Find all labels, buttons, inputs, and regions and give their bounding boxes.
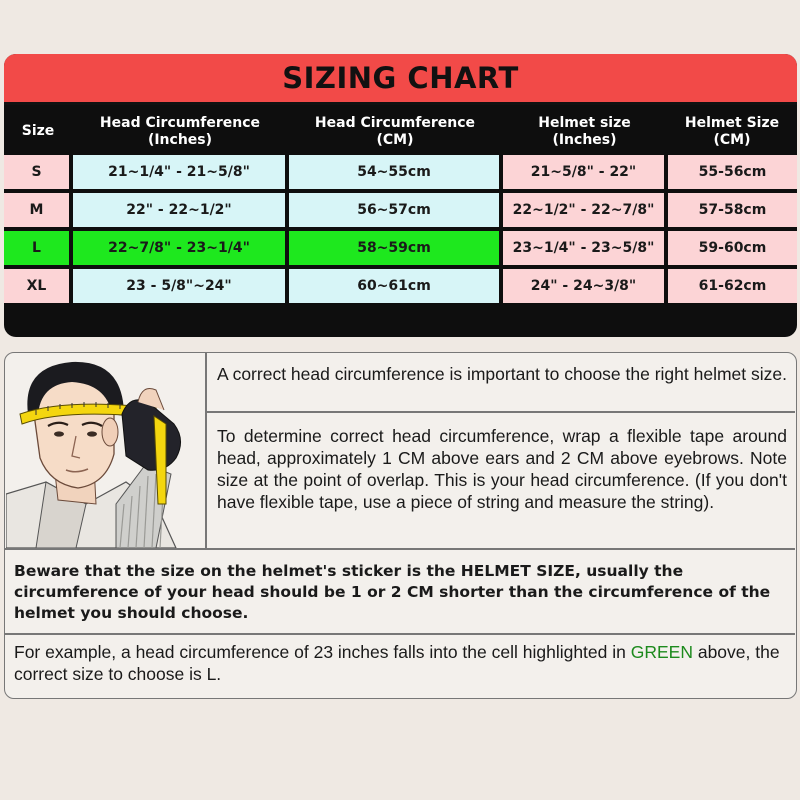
table-row-m-head-cm: 56~57cm (289, 193, 499, 227)
table-row-xl-helmet-cm: 61-62cm (668, 269, 797, 303)
header-helmet-cm-line1: Helmet Size (684, 114, 780, 131)
divider-horizontal-3 (5, 633, 795, 635)
header-head-cm-line2: (CM) (376, 131, 414, 148)
measuring-instructions (4, 352, 797, 699)
header-head-cm (288, 108, 502, 155)
table-row-m-size: M (4, 193, 69, 227)
example-text-part1: For example, a head circumference of 23 inches falls into the cell highlighted in (14, 642, 631, 662)
header-head-inches (72, 108, 288, 155)
table-row-m-helmet-in: 22~1/2" - 22~7/8" (503, 193, 664, 227)
head-measure-illustration-icon (6, 354, 205, 548)
example-green-word: GREEN (630, 642, 693, 662)
divider-horizontal-1 (205, 411, 795, 413)
table-row-l-head-cm: 58~59cm (289, 231, 499, 265)
table-row-m-helmet-cm: 57-58cm (668, 193, 797, 227)
table-row-s-head-in: 21~1/4" - 21~5/8" (73, 155, 285, 189)
header-head-cm-line1: Head Circumference (314, 114, 476, 131)
example-text (14, 641, 789, 685)
table-row-xl-helmet-in: 24" - 24~3/8" (503, 269, 664, 303)
table-row-s-size: S (4, 155, 69, 189)
sizing-chart (4, 54, 797, 337)
man-measuring-head-illustration (6, 354, 205, 548)
header-helmet-inches-line2: (Inches) (552, 131, 617, 148)
table-row-l-head-in: 22~7/8" - 23~1/4" (73, 231, 285, 265)
header-size-label: Size (21, 123, 55, 139)
table-row-s-helmet-cm: 55-56cm (668, 155, 797, 189)
header-helmet-cm-line2: (CM) (713, 131, 751, 148)
table-row-s-helmet-in: 21~5/8" - 22" (503, 155, 664, 189)
divider-vertical (205, 353, 207, 548)
helmet-size-warning: Beware that the size on the helmet's sticker is the HELMET SIZE, usually the circumference of your head should be 1 or 2 CM shorter than the circumference of the helmet you should choose. (14, 562, 771, 622)
table-row-s-head-cm: 54~55cm (289, 155, 499, 189)
intro-text: A correct head circumference is important to choose the right helmet size. (217, 364, 787, 384)
table-row-l-helmet-in: 23~1/4" - 23~5/8" (503, 231, 664, 265)
header-helmet-inches-line1: Helmet size (538, 114, 631, 131)
table-row-m-head-in: 22" - 22~1/2" (73, 193, 285, 227)
table-row-l-helmet-cm: 59-60cm (668, 231, 797, 265)
divider-horizontal-2 (5, 548, 795, 550)
header-helmet-inches (502, 108, 667, 155)
header-head-inches-line2: (Inches) (147, 131, 213, 148)
table-row-xl-head-cm: 60~61cm (289, 269, 499, 303)
chart-title: SIZING CHART (4, 54, 797, 105)
measuring-steps-text: To determine correct head circumference, wrap a flexible tape around head, approximately 1 CM above ears and 2 CM above eyebrows. Note size at the point of overlap. This is your head circumference. (If you don't have flexible tape, use a piece of string and measure the string). (217, 426, 787, 512)
header-helmet-cm (667, 108, 797, 155)
table-row-xl-head-in: 23 - 5/8"~24" (73, 269, 285, 303)
table-row-xl-size: XL (4, 269, 69, 303)
header-head-inches-line1: Head Circumference (99, 114, 261, 131)
table-row-l-size: L (4, 231, 69, 265)
header-size (4, 108, 72, 155)
example-text-part2: above, the correct size to choose is L. (14, 642, 780, 684)
